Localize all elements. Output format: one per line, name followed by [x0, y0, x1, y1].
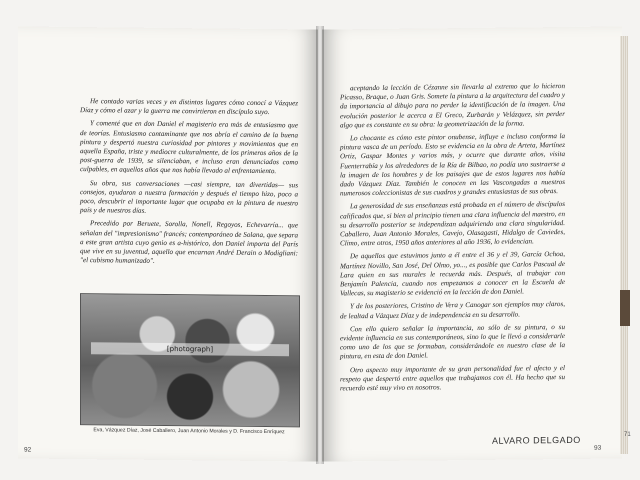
author-signature: ALVARO DELGADO — [492, 434, 581, 446]
photo-placeholder-label: [photograph] — [91, 342, 289, 356]
left-paragraph: Y comenté que en don Daniel el magisterio era más de entusiasmo que de teorías. Entusiasmo contaminante que nos abría el camino de la buena pintura y despertó nuestra curiosidad por pintores y movimientos que en aquella España, triste y mediocre culturalmente, de los primeros años de la post-guerra de 1939, se silenciaban, e incluso eran denunciados como culpables, en aquellos años que nos había llevado al enfrentamiento. — [80, 119, 298, 176]
left-paragraph: Su obra, sus conversaciones —casi siempre, tan divertidas— sus consejos, ayudaron a nuestra formación y después el tiempo hizo, poco a poco, descubrir el importante lugar que ocupaba en la pintura de nuestro país y de nuestros días. — [80, 178, 298, 216]
right-paragraph: aceptando la lección de Cézanne sin llevarla al extremo que lo hicieron Picasso, Braque, o Juan Gris. Somete la pintura a la arquitectura del cuadro y da importancia al dibujo para no perder la identificación de la imagen. Una evolución posterior le acerca a El Greco, Zurbarán y Velázquez, sin perder algo que es constante en su obra: la geometrización de la forma. — [340, 82, 565, 130]
left-paragraph: Precedido por Beruete, Sorolla, Nonell, Regoyos, Echevarría... que señalan del "impresionismo" francés; contemporáneo de Solana, que separa a este gran artista cuyo genio es a-histórico, don Daniel importa del París que vive en su juventud, aquello que encarnan André Derain o Modigliani: "el cubismo humanizado". — [80, 219, 298, 266]
right-paragraph: Con ello quiero señalar la importancia, no sólo de su pintura, o su evidente influencia en sus contemporáneos, sino lo que le llevó a considerarle como uno de los que se formaban, considerándole en nuestro clase de la pintura, en esta de don Daniel. — [340, 322, 565, 361]
left-page-text — [80, 97, 298, 272]
right-page-number: 93 — [594, 444, 602, 452]
photo-caption: Eva, Vázquez Díaz, José Caballero, Juan Antonio Morales y D. Francisco Enríquez — [93, 427, 285, 436]
left-paragraph: He contado varias veces y en distintos lugares cómo conocí a Vázquez Díaz y cómo el azar y la guerra me convirtieron en discípulo suyo. — [80, 97, 298, 117]
right-paragraph: Otro aspecto muy importante de su gran personalidad fue el afecto y el respeto que despertó entre aquellos que trabajamos con él. Ha hecho que su recuerdo esté muy vivo en nosotros. — [340, 363, 565, 393]
right-paragraph: La generosidad de sus enseñanzas está probada en el número de discípulos calificados que, si bien al principio tienen una clara influencia del maestro, en su desarrollo posterior se independizan adquiriendo una clara singularidad. Caballero, Juan Antonio Morales, Cavejo, Olasagasti, Hidalgo de Caviedes, Climo, entre otros, 1950 años anteriores al año 1936, lo evidencian. — [340, 200, 565, 248]
right-page-text — [340, 82, 565, 398]
right-paragraph: Y de los posteriores, Cristino de Vera y Canogar son ejemplos muy claros, de lealtad a Vázquez Díaz y de independencia en su desarrollo. — [340, 300, 565, 321]
left-page — [18, 26, 318, 461]
edge-side-number: 71 — [624, 432, 631, 438]
book-gutter — [316, 26, 324, 464]
right-paragraph: De aquellos que estuvimos junto a él entre el 36 y el 39, García Ochoa, Martínez Novillo, San José, Del Olmo, yo..., es posible que Carlos Pascual de Lara quien en sus murales le recuerda más. Después, al trabajar con Benjamín Palencia, cuando nos empezamos a conocer en la Escuela de Vallecas, su magisterio se evidenció en la lección de don Daniel. — [340, 250, 565, 298]
group-photo — [80, 293, 300, 427]
page-edges — [620, 36, 628, 454]
bookmark-tab — [620, 290, 630, 326]
right-page — [322, 26, 622, 461]
right-paragraph: Lo chocante es cómo este pintor onubense, influye e incluso conforma la pintura vasca de un período. Esto se evidencia en la obra de Arteta, Martínez Ortiz, Gaspar Montes y varios más, y ocurre que durante años, visita Fuenterrabía y los alrededores de la Ría de Bilbao, no podía uno sustraerse a la imagen de los hombres y de los paisajes que de estos lugares nos había dado Vázquez Díaz. También le conocen en las Vascongadas a nuestros numerosos coleccionistas de sus cuadros y grandes entusiastas de sus obras. — [340, 132, 565, 198]
open-book — [18, 28, 631, 460]
left-page-number: 92 — [24, 446, 32, 454]
